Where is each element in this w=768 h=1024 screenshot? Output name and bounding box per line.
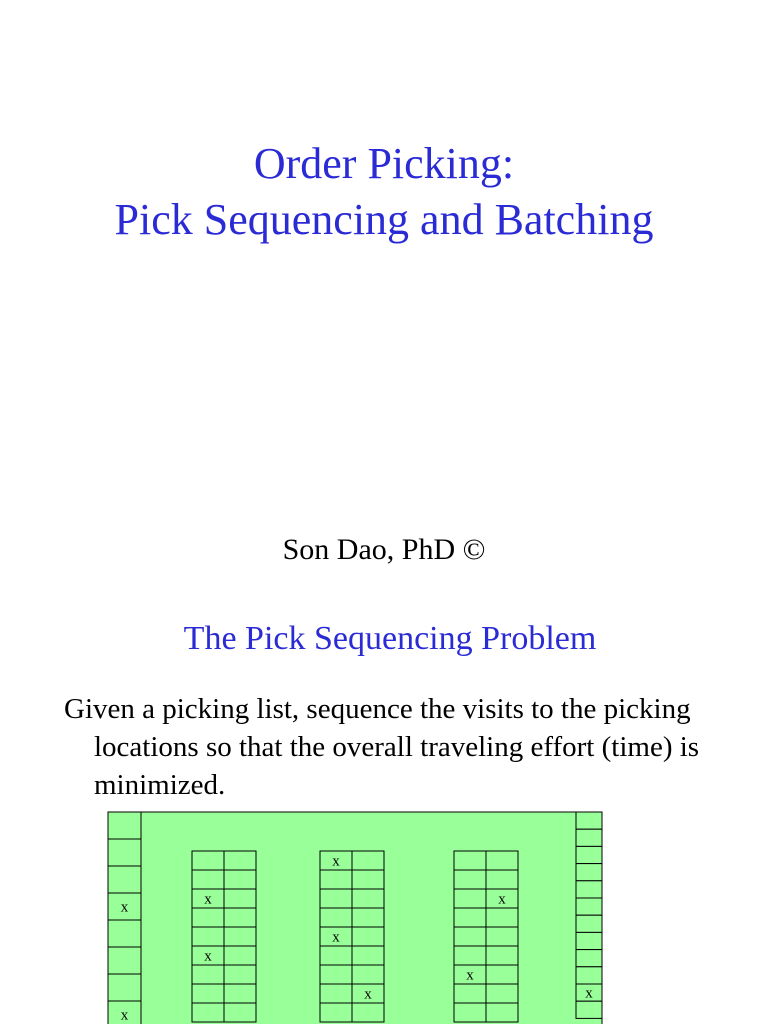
- pick-marker: x: [120, 899, 129, 916]
- aisle-2-slot: [320, 984, 352, 1003]
- left-wall-slot: [108, 974, 141, 1001]
- aisle-2-slot: [320, 965, 352, 984]
- aisle-1-slot: [224, 889, 256, 908]
- aisle-1-slot: [224, 851, 256, 870]
- aisle-3-slot: [454, 908, 486, 927]
- right-wall-slot: [576, 915, 602, 932]
- pick-marker: x: [332, 929, 340, 946]
- aisle-1-slot: [224, 908, 256, 927]
- aisle-3-slot: [486, 946, 518, 965]
- aisle-2-slot: [352, 1003, 384, 1022]
- aisle-3-slot: [454, 1003, 486, 1022]
- aisle-2-racks: [320, 851, 384, 1022]
- aisle-2-slot: [352, 927, 384, 946]
- aisle-3-slot: [486, 870, 518, 889]
- author-credit: Son Dao, PhD ©: [282, 533, 486, 566]
- aisle-3-slot: [486, 1003, 518, 1022]
- aisle-1-slot: [192, 927, 224, 946]
- aisle-2-slot: [320, 870, 352, 889]
- right-wall-racks: [576, 812, 602, 1018]
- aisle-3-slot: [454, 946, 486, 965]
- aisle-2-slot: [352, 889, 384, 908]
- aisle-3-slot: [486, 908, 518, 927]
- aisle-1-slot: [224, 965, 256, 984]
- right-wall-slot: [576, 829, 602, 846]
- aisle-3-slot: [454, 927, 486, 946]
- section-heading: The Pick Sequencing Problem: [183, 620, 597, 657]
- left-wall-slot: [108, 920, 141, 947]
- pick-marker: x: [120, 1007, 129, 1024]
- aisle-1-slot: [192, 1003, 224, 1022]
- right-wall-slot: [576, 898, 602, 915]
- aisle-3-slot: [454, 984, 486, 1003]
- aisle-2-slot: [320, 1003, 352, 1022]
- left-wall-slot: [108, 866, 141, 893]
- aisle-3-slot: [486, 851, 518, 870]
- aisle-3-slot: [454, 851, 486, 870]
- left-wall-slot: [108, 839, 141, 866]
- aisle-1-slot: [224, 927, 256, 946]
- right-wall-slot: [576, 864, 602, 881]
- right-wall-slot: [576, 950, 602, 967]
- pick-marker: x: [204, 948, 212, 965]
- right-wall-slot: [576, 812, 602, 829]
- aisle-1-slot: [192, 851, 224, 870]
- problem-description: Given a picking list, sequence the visits to the picking locations so that the overall traveling effort (time) is minimized.: [64, 693, 700, 801]
- aisle-1-slot: [192, 908, 224, 927]
- right-wall-slot: [576, 932, 602, 949]
- pick-marker: x: [332, 853, 340, 870]
- aisle-1-slot: [224, 946, 256, 965]
- aisle-1-racks: [192, 851, 256, 1022]
- aisle-1-slot: [224, 984, 256, 1003]
- right-wall-slot: [576, 881, 602, 898]
- aisle-3-slot: [454, 889, 486, 908]
- aisle-2-slot: [320, 946, 352, 965]
- slide-title-line-2: Pick Sequencing and Batching: [114, 195, 654, 244]
- left-wall-slot: [108, 947, 141, 974]
- left-wall-slot: [108, 812, 141, 839]
- aisle-1-slot: [192, 965, 224, 984]
- aisle-2-slot: [352, 946, 384, 965]
- slide-title-line-1: Order Picking:: [253, 139, 515, 188]
- aisle-3-slot: [486, 927, 518, 946]
- aisle-2-slot: [352, 908, 384, 927]
- pick-marker: x: [498, 891, 506, 908]
- aisle-1-slot: [192, 870, 224, 889]
- aisle-1-slot: [192, 984, 224, 1003]
- aisle-1-slot: [224, 870, 256, 889]
- pick-marker: x: [585, 985, 593, 1002]
- aisle-3-racks: [454, 851, 518, 1022]
- aisle-3-slot: [486, 984, 518, 1003]
- pick-marker: x: [364, 986, 372, 1003]
- aisle-2-slot: [352, 870, 384, 889]
- right-wall-slot: [576, 1001, 602, 1018]
- aisle-2-slot: [352, 965, 384, 984]
- aisle-1-slot: [224, 1003, 256, 1022]
- aisle-2-slot: [320, 889, 352, 908]
- pick-marker: x: [466, 967, 474, 984]
- right-wall-slot: [576, 846, 602, 863]
- aisle-3-slot: [454, 870, 486, 889]
- right-wall-slot: [576, 967, 602, 984]
- pick-marker: x: [204, 891, 212, 908]
- aisle-3-slot: [486, 965, 518, 984]
- aisle-2-slot: [352, 851, 384, 870]
- left-wall-racks: [108, 812, 141, 1024]
- aisle-2-slot: [320, 908, 352, 927]
